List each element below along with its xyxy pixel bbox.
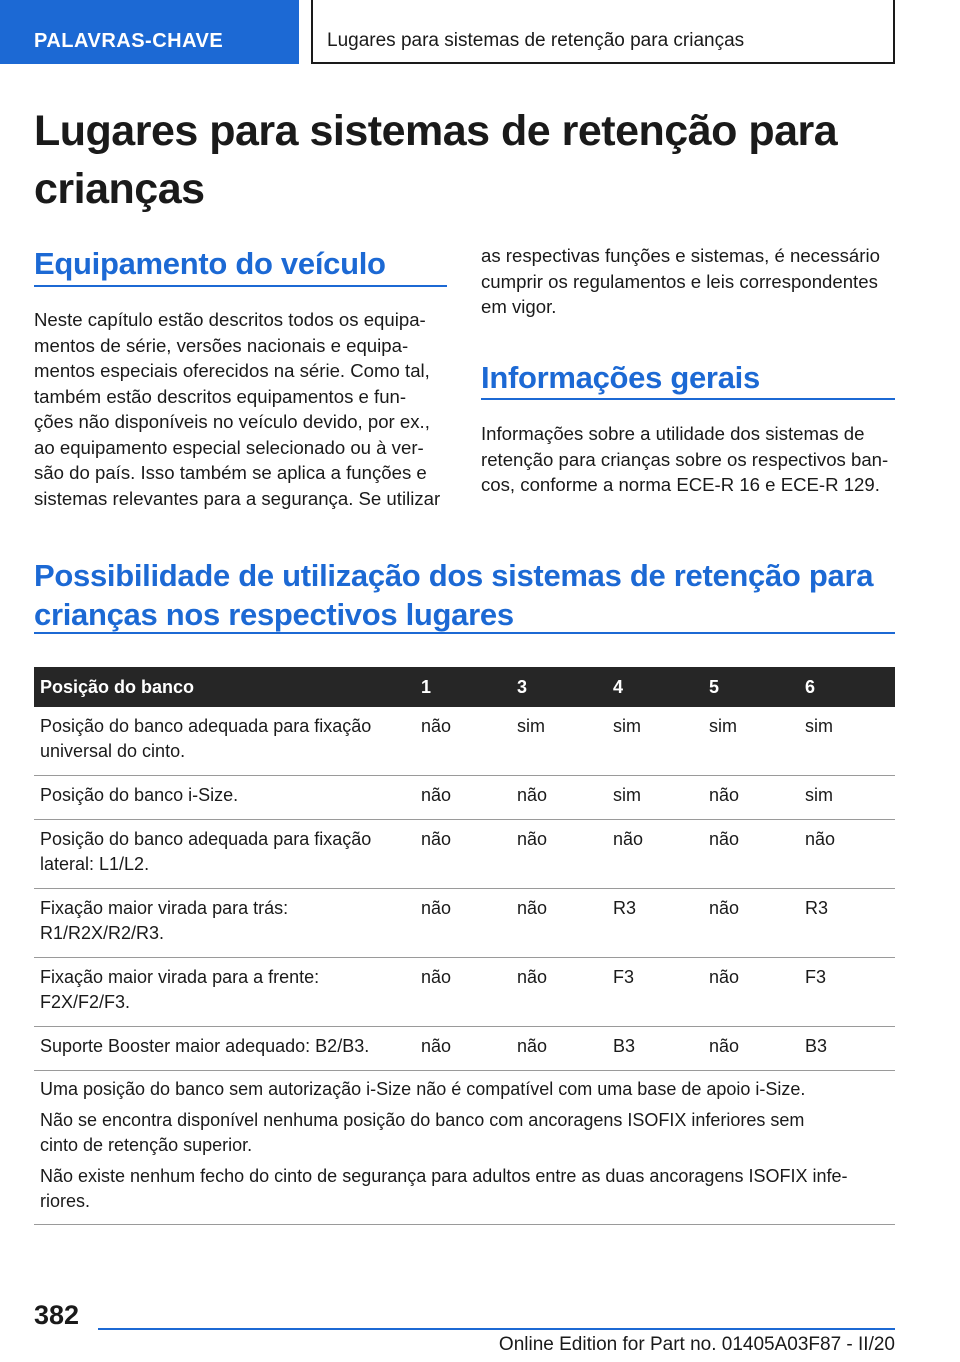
page-title-line: Lugares para sistemas de retenção para bbox=[34, 107, 838, 155]
table-cell: não bbox=[511, 958, 607, 1027]
note-line: Não se encontra disponível nenhuma posição do banco com ancoragens ISOFIX inferiores sem bbox=[40, 1110, 805, 1130]
table-row bbox=[34, 707, 895, 776]
table-cell: não bbox=[415, 1027, 511, 1071]
text-line: as respectivas funções e sistemas, é necessário bbox=[481, 245, 880, 266]
vehicle-text-col1 bbox=[34, 307, 454, 511]
table-cell: sim bbox=[607, 707, 703, 776]
table-note bbox=[40, 1077, 889, 1102]
vehicle-text-col2 bbox=[481, 243, 901, 320]
table-cell: sim bbox=[607, 776, 703, 820]
text-line: mentos de série, versões nacionais e equipa- bbox=[34, 334, 409, 356]
column-header: 6 bbox=[799, 667, 895, 707]
breadcrumb: Lugares para sistemas de retenção para crianças bbox=[311, 0, 895, 64]
table-cell: sim bbox=[799, 776, 895, 820]
heading-general-info: Informações gerais bbox=[481, 360, 760, 395]
table-row bbox=[34, 958, 895, 1027]
table-cell: não bbox=[703, 820, 799, 889]
text-line: cos, conforme a norma ECE-R 16 e ECE-R 129. bbox=[481, 474, 880, 495]
table-note bbox=[40, 1108, 889, 1158]
label-line: Fixação maior virada para a frente: bbox=[40, 967, 320, 987]
column-header: Posição do banco bbox=[34, 667, 415, 707]
table-cell: sim bbox=[799, 707, 895, 776]
table-row bbox=[34, 820, 895, 889]
table-cell: não bbox=[607, 820, 703, 889]
column-header: 5 bbox=[703, 667, 799, 707]
general-info-text bbox=[481, 421, 901, 498]
label-line: Posição do banco adequada para fixação bbox=[40, 829, 372, 849]
table-cell: R3 bbox=[799, 889, 895, 958]
table-cell: B3 bbox=[799, 1027, 895, 1071]
label-line: R1/R2X/R2/R3. bbox=[40, 923, 165, 943]
table-cell: não bbox=[511, 820, 607, 889]
page-title bbox=[34, 102, 914, 218]
column-header: 3 bbox=[511, 667, 607, 707]
table-note bbox=[40, 1164, 889, 1214]
heading-line: Possibilidade de utilização dos sistemas de retenção para bbox=[34, 558, 874, 593]
heading-rule bbox=[481, 398, 895, 400]
table-cell: não bbox=[799, 820, 895, 889]
row-label bbox=[34, 958, 415, 1027]
note-line: Não existe nenhum fecho do cinto de segurança para adultos entre as duas ancoragens ISOFIX infe- bbox=[40, 1166, 848, 1186]
table-cell: não bbox=[415, 776, 511, 820]
table-cell: sim bbox=[511, 707, 607, 776]
page-title-line: crianças bbox=[34, 165, 205, 213]
heading-vehicle-equipment: Equipamento do veículo bbox=[34, 246, 386, 281]
seat-positions-table bbox=[34, 667, 895, 1225]
column-header: 4 bbox=[607, 667, 703, 707]
heading-line: crianças nos respectivos lugares bbox=[34, 597, 514, 632]
text-line: mentos especiais oferecidos na série. Como tal, bbox=[34, 360, 430, 381]
row-label bbox=[34, 889, 415, 958]
label-line: lateral: L1/L2. bbox=[40, 854, 150, 874]
text-line: são do país. Isso também se aplica a funções e bbox=[34, 462, 427, 483]
table-cell: não bbox=[511, 1027, 607, 1071]
row-label bbox=[34, 820, 415, 889]
text-line: em vigor. bbox=[481, 296, 557, 317]
text-line: retenção para crianças sobre os respectivos ban- bbox=[481, 448, 889, 470]
label-line: Posição do banco i-Size. bbox=[40, 785, 239, 805]
table-cell: não bbox=[415, 889, 511, 958]
text-line: sistemas relevantes para a segurança. Se utilizar bbox=[34, 487, 441, 509]
row-label bbox=[34, 707, 415, 776]
table-cell: não bbox=[415, 820, 511, 889]
edition-info: Online Edition for Part no. 01405A03F87 - II/20 bbox=[498, 1334, 895, 1355]
table-cell: não bbox=[511, 776, 607, 820]
label-line: Posição do banco adequada para fixação bbox=[40, 716, 372, 736]
page-number: 382 bbox=[34, 1300, 80, 1330]
row-label bbox=[34, 1027, 415, 1071]
text-line: cumprir os regulamentos e leis correspondentes bbox=[481, 270, 878, 292]
footer-rule bbox=[98, 1328, 895, 1330]
table-row bbox=[34, 889, 895, 958]
table-header-row bbox=[34, 667, 895, 707]
heading-rule bbox=[34, 632, 895, 634]
table-cell: não bbox=[703, 776, 799, 820]
text-line: Neste capítulo estão descritos todos os equipa- bbox=[34, 309, 426, 330]
note-line: cinto de retenção superior. bbox=[40, 1135, 253, 1155]
table-cell: não bbox=[415, 958, 511, 1027]
table-notes bbox=[34, 1071, 895, 1225]
label-line: F2X/F2/F3. bbox=[40, 992, 131, 1012]
table-cell: não bbox=[703, 1027, 799, 1071]
note-line: riores. bbox=[40, 1191, 91, 1211]
table-cell: não bbox=[415, 707, 511, 776]
label-line: Suporte Booster maior adequado: B2/B3. bbox=[40, 1036, 370, 1056]
table-cell: F3 bbox=[799, 958, 895, 1027]
label-line: universal do cinto. bbox=[40, 741, 186, 761]
table-cell: não bbox=[703, 958, 799, 1027]
table-cell: R3 bbox=[607, 889, 703, 958]
text-line: ções não disponíveis no veículo devido, por ex., bbox=[34, 411, 430, 432]
table-cell: não bbox=[703, 889, 799, 958]
heading-rule bbox=[34, 285, 447, 287]
note-line: Uma posição do banco sem autorização i-Size não é compatível com uma base de apoio i-Size. bbox=[40, 1079, 806, 1099]
table-row bbox=[34, 1027, 895, 1071]
column-header: 1 bbox=[415, 667, 511, 707]
heading-possibility bbox=[34, 556, 914, 634]
table-cell: sim bbox=[703, 707, 799, 776]
table-cell: não bbox=[511, 889, 607, 958]
section-tab[interactable]: PALAVRAS-CHAVE bbox=[0, 0, 299, 64]
label-line: Fixação maior virada para trás: bbox=[40, 898, 289, 918]
text-line: ao equipamento especial selecionado ou à ver- bbox=[34, 436, 424, 458]
row-label bbox=[34, 776, 415, 820]
text-line: também estão descritos equipamentos e fun- bbox=[34, 385, 407, 407]
table-cell: B3 bbox=[607, 1027, 703, 1071]
table-notes-row bbox=[34, 1071, 895, 1225]
text-line: Informações sobre a utilidade dos sistemas de bbox=[481, 423, 865, 444]
table-row bbox=[34, 776, 895, 820]
table-cell: F3 bbox=[607, 958, 703, 1027]
